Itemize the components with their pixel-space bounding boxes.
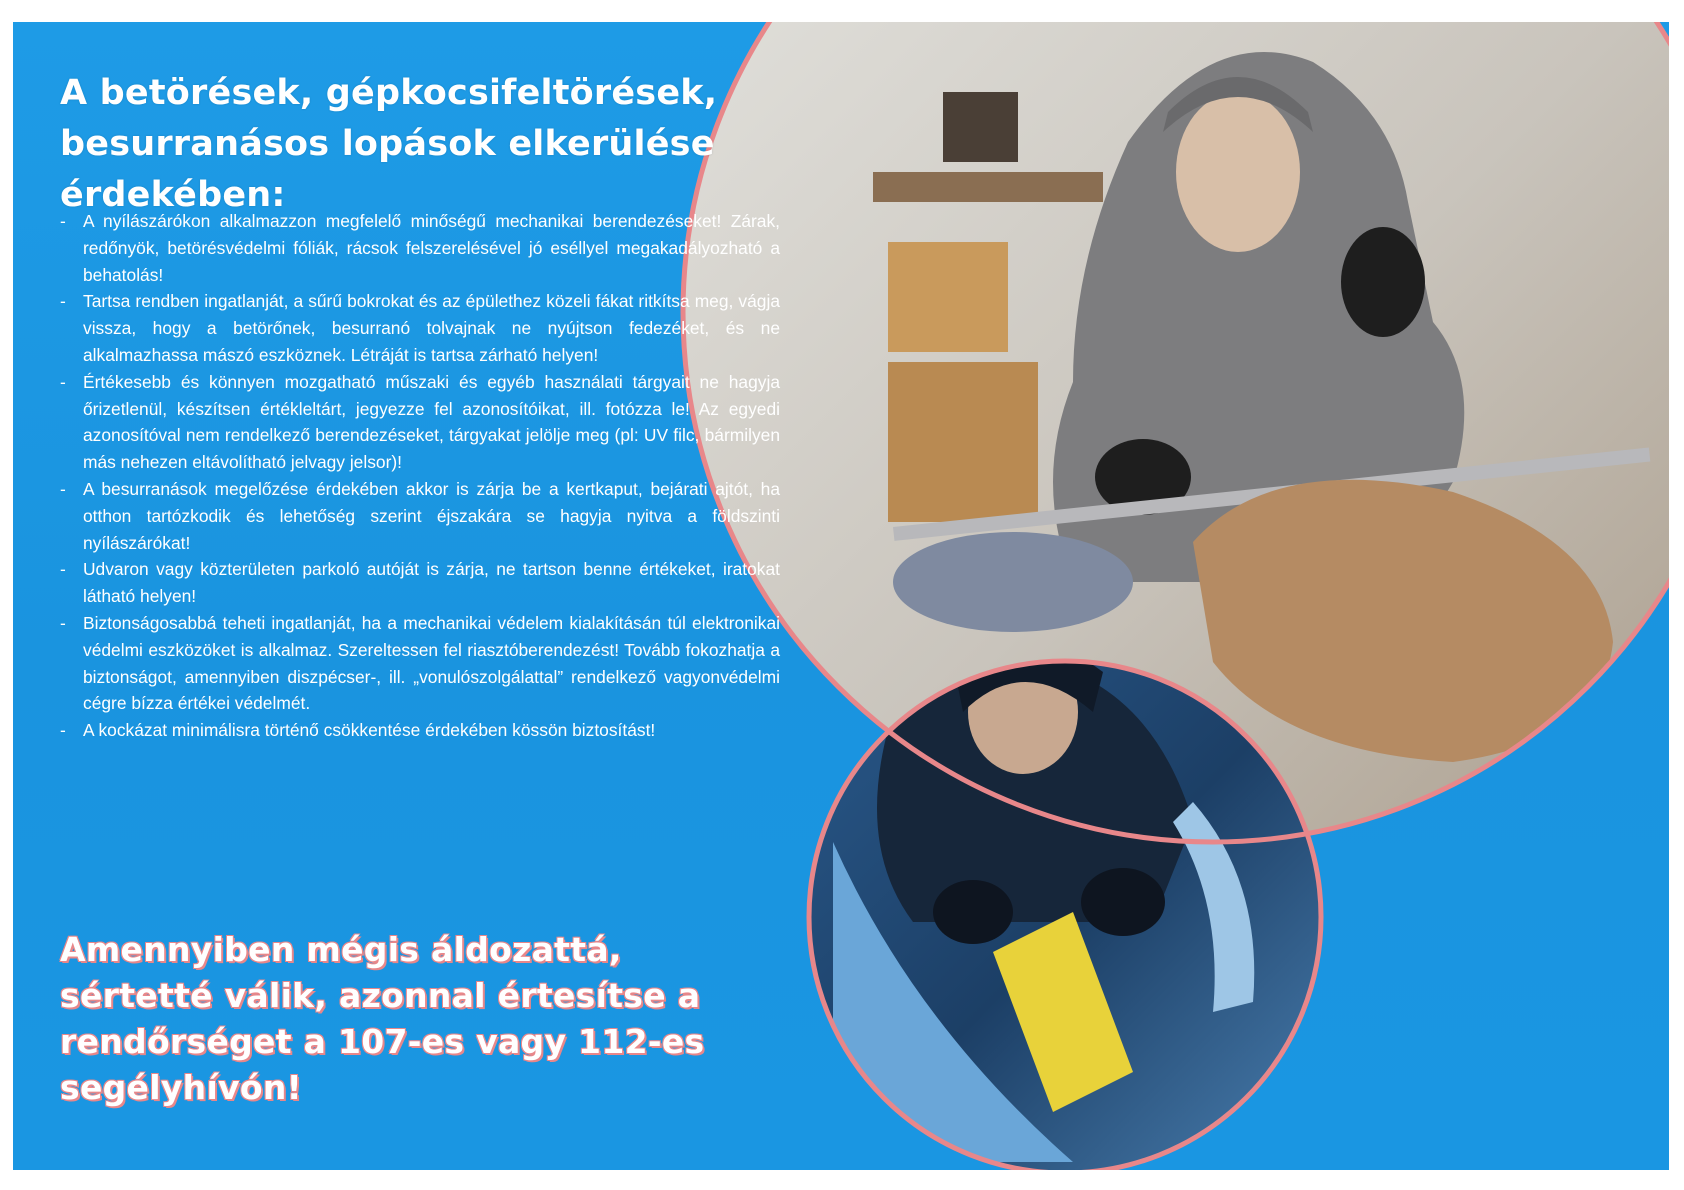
prevention-tips-list <box>60 208 780 744</box>
headline: A betörések, gépkocsifeltörések, besurranásos lopások elkerülése érdekében: <box>60 73 718 215</box>
tip-item: - A kockázat minimálisra történő csökkentése érdekében kössön biztosítást! <box>60 717 780 744</box>
blue-panel <box>13 22 1669 1170</box>
tip-item: - Tartsa rendben ingatlanját, a sűrű bokrokat és az épülethez közeli fákat ritkítsa meg, vágja vissza, hogy a betörőnek, besurranó tolvajnak ne nyújtson fedezéket, és ne alkalmazhassa mászó eszköznek. Létráját is tartsa zárható helyen! <box>60 288 780 368</box>
tip-item: - Értékesebb és könnyen mozgatható műszaki és egyéb használati tárgyait ne hagyja őrizetlenül, készítsen értékleltárt, jegyezze fel azonosítóikat, ill. fotózza le! Az egyedi azonosítóval nem rendelkező berendezéseket, tárgyakat jelölje meg (pl: UV filc, bármilyen más nehezen eltávolítható jelvagy jelsor)! <box>60 369 780 476</box>
tip-item: - Udvaron vagy közterületen parkoló autóját is zárja, ne tartson benne értékeket, iratokat látható helyen! <box>60 556 780 610</box>
tip-item: - A besurranások megelőzése érdekében akkor is zárja be a kertkaput, bejárati ajtót, ha otthon tartózkodik és lehetőség szerint éjszakára se hagyja nyitva a földszinti nyílászárókat! <box>60 476 780 556</box>
emergency-call-to-action: Amennyiben mégis áldozattá, sértetté válik, azonnal értesítse a rendőrséget a 107-es vagy 112-es segélyhívón! <box>60 930 705 1107</box>
tip-item: - Biztonságosabbá teheti ingatlanját, ha a mechanikai védelem kialakításán túl elektronikai védelmi eszközöket is alkalmaz. Szereltessen fel riasztóberendezést! Tovább fokozhatja a biztonságot, amennyiben diszpécser-, ill. „vonulószolgálattal” rendelkező vagyonvédelmi cégre bízza értékei védelmét. <box>60 610 780 717</box>
tip-item: - A nyílászárókon alkalmazzon megfelelő minőségű mechanikai berendezéseket! Zárak, redőnyök, betörésvédelmi fóliák, rácsok felszerelésével jó eséllyel megakadályozható a behatolás! <box>60 208 780 288</box>
